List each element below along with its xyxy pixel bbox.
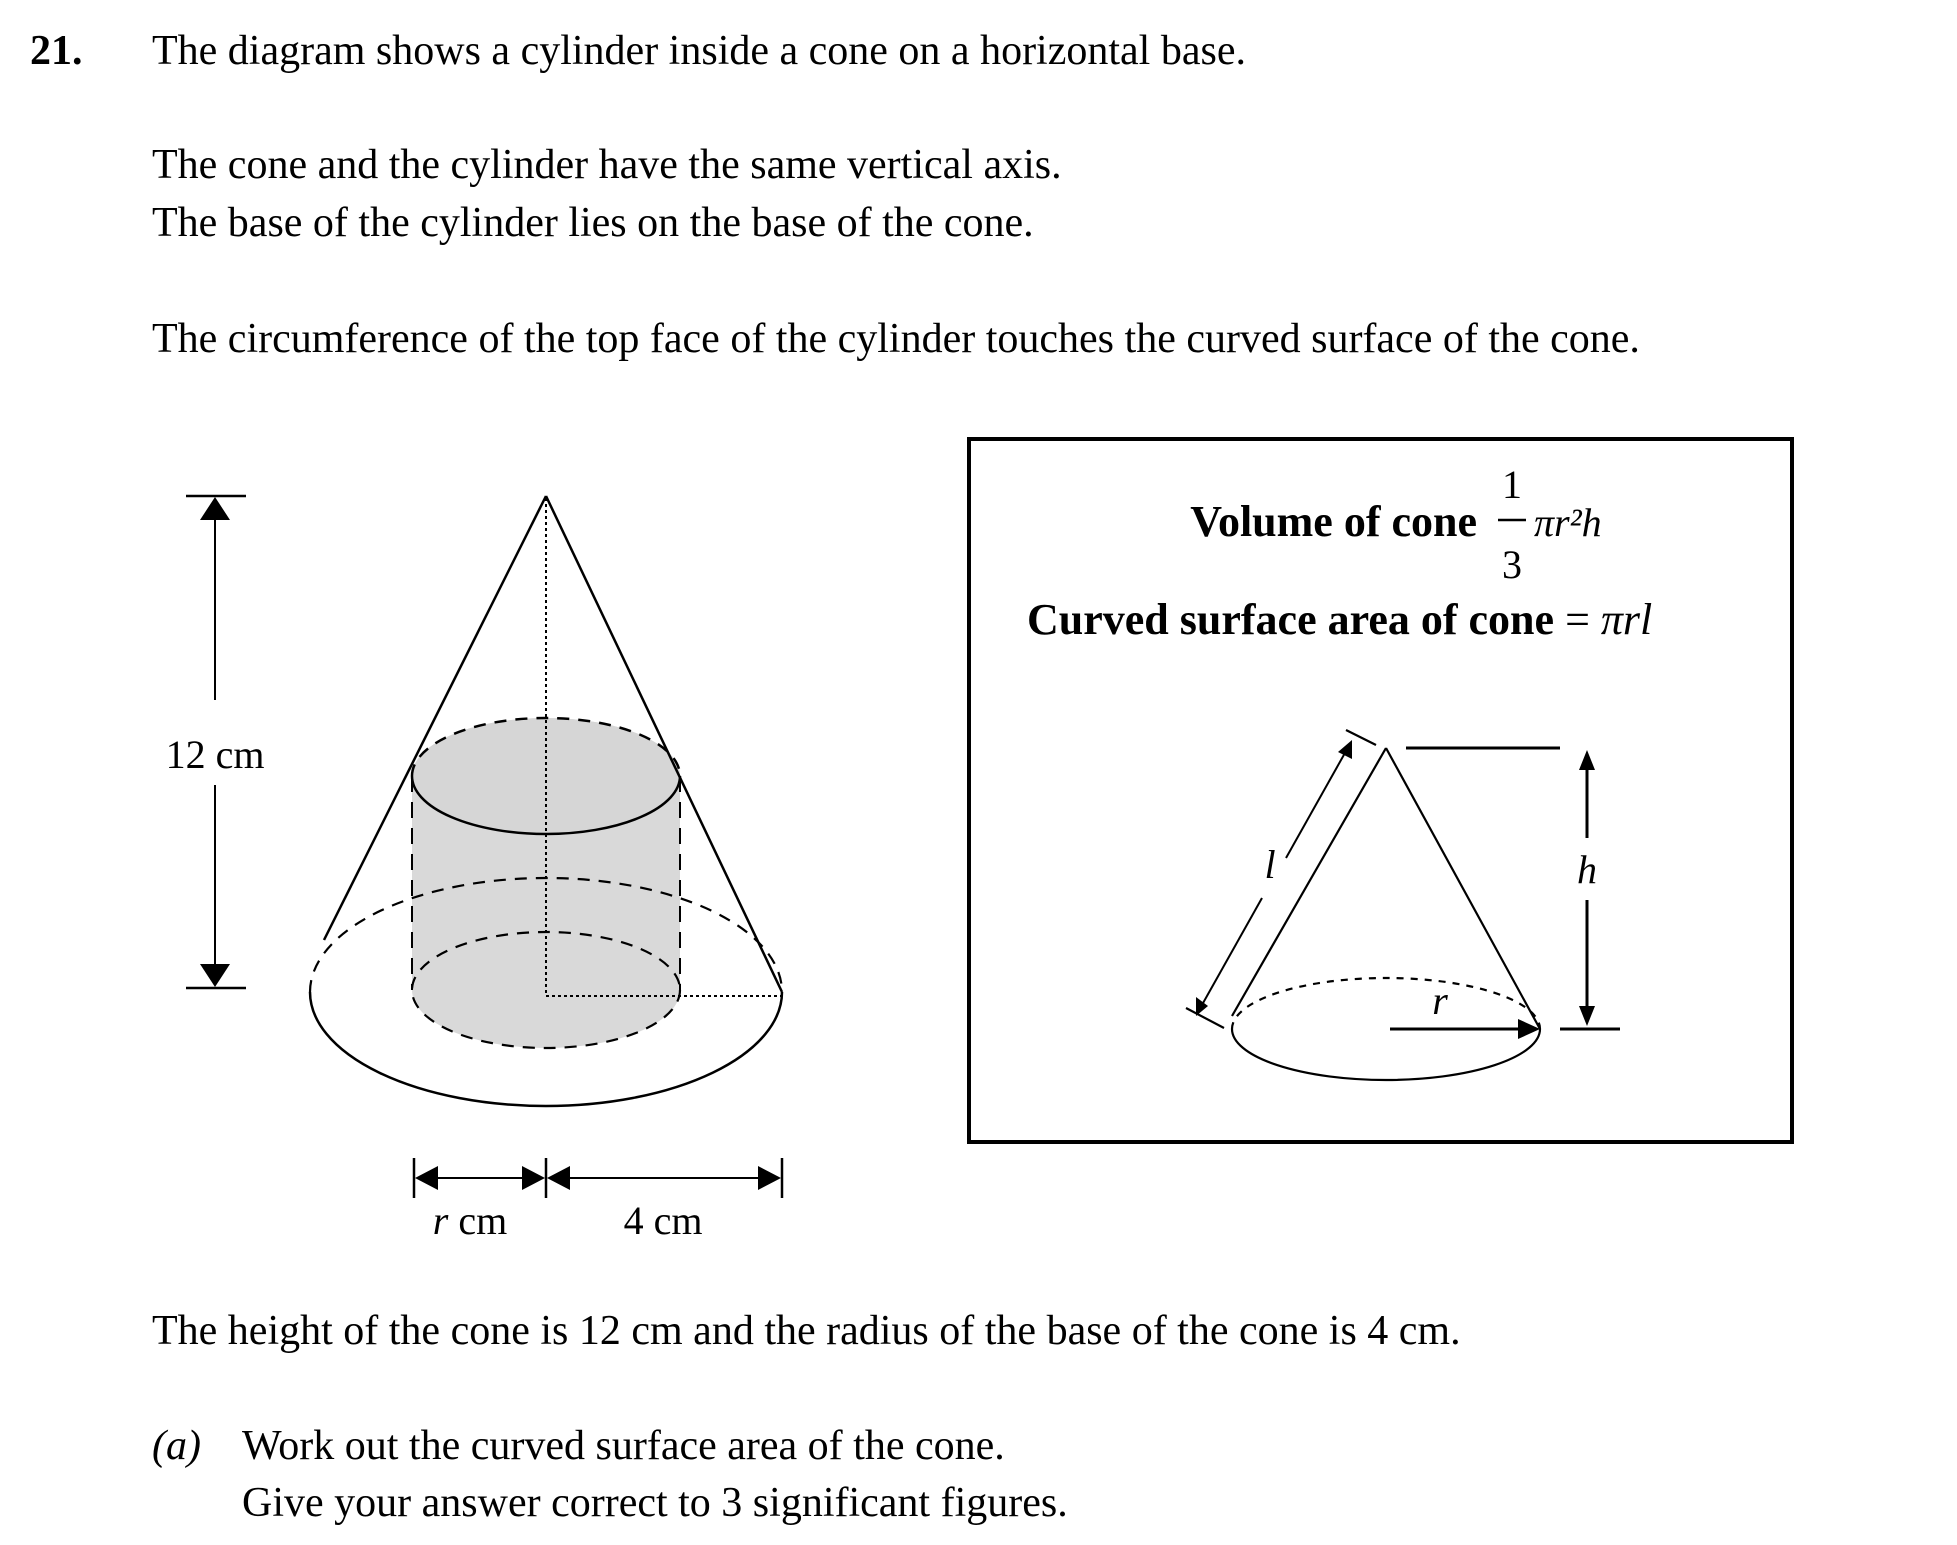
intro-line-3: The base of the cylinder lies on the base of the cone.	[152, 200, 1034, 246]
volume-fraction-numerator: 1	[1502, 462, 1522, 507]
slant-height-label: l	[1264, 842, 1276, 887]
intro-line-1: The diagram shows a cylinder inside a cone on a horizontal base.	[152, 28, 1246, 74]
radius-dimensions	[414, 1158, 782, 1198]
intro-line-2: The cone and the cylinder have the same vertical axis.	[152, 142, 1062, 188]
part-a-label: (a)	[152, 1423, 201, 1469]
small-cone-left-slant	[1232, 748, 1386, 1016]
height-h-label: h	[1577, 847, 1597, 892]
r-cm-label: r cm	[432, 1198, 508, 1243]
radius-r-label: r	[1432, 978, 1448, 1023]
intro-line-4: The circumference of the top face of the cylinder touches the curved surface of the cone.	[152, 316, 1640, 362]
volume-fraction-denominator: 3	[1502, 542, 1522, 587]
volume-label: Volume of cone	[1190, 497, 1477, 546]
csa-formula: Curved surface area of cone = πrl	[1027, 595, 1653, 644]
formula-box	[969, 439, 1792, 1142]
part-a-line-1: Work out the curved surface area of the cone.	[242, 1423, 1005, 1469]
small-cone-base-front	[1232, 1029, 1540, 1080]
part-a-line-2: Give your answer correct to 3 significant figures.	[242, 1480, 1068, 1526]
given-statement: The height of the cone is 12 cm and the radius of the base of the cone is 4 cm.	[152, 1308, 1461, 1354]
radius-label: 4 cm	[623, 1198, 703, 1243]
volume-expression: πr²h	[1534, 500, 1602, 545]
small-cone-base-back	[1232, 978, 1540, 1029]
cone-cylinder-diagram	[186, 496, 782, 1198]
small-cone-right-slant	[1386, 748, 1540, 1029]
question-number: 21.	[30, 28, 83, 74]
formula-cone-diagram	[1186, 730, 1620, 1080]
height-label: 12 cm	[165, 732, 265, 777]
